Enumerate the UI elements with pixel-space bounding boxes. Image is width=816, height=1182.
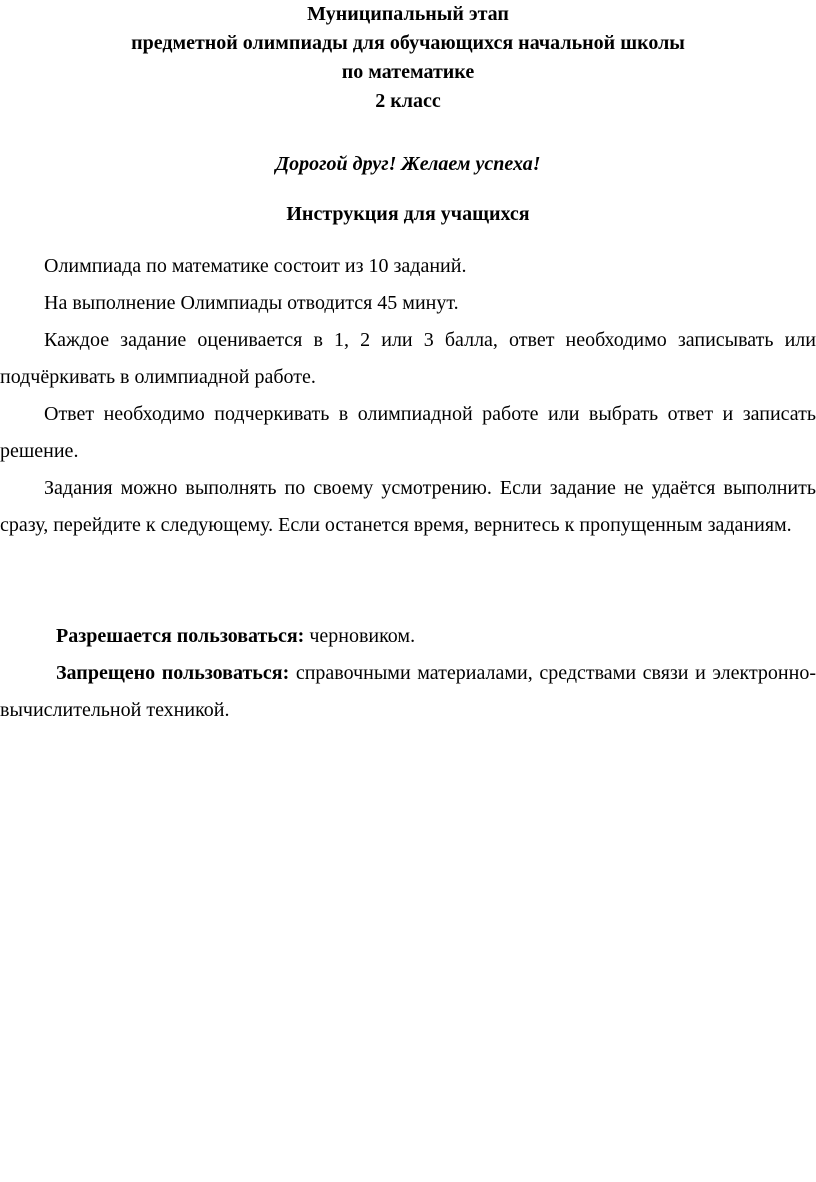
paragraph-scoring: Каждое задание оценивается в 1, 2 или 3 балла, ответ необходимо записывать или подчёркивать в олимпиадной работе.: [0, 329, 816, 388]
allowed-rule: [0, 618, 816, 655]
paragraph-task-order: Задания можно выполнять по своему усмотрению. Если задание не удаётся выполнить сразу, перейдите к следующему. Если останется время, вернитесь к пропущенным заданиям.: [0, 477, 816, 536]
paragraph-answer-format: Ответ необходимо подчеркивать в олимпиадной работе или выбрать ответ и записать решение.: [0, 403, 816, 462]
rules-section: [0, 618, 816, 729]
header-grade: 2 класс: [375, 90, 441, 112]
header-olympiad: предметной олимпиады для обучающихся начальной школы: [131, 32, 685, 54]
greeting: Дорогой друг! Желаем успеха!: [275, 153, 541, 175]
header-subject: по математике: [341, 61, 475, 83]
paragraph-time-limit: На выполнение Олимпиады отводится 45 минут.: [44, 292, 459, 314]
forbidden-rule: [0, 655, 816, 729]
header-stage: Муниципальный этап: [307, 3, 509, 25]
instructions-body: [0, 248, 816, 544]
forbidden-label: Запрещено пользоваться:: [56, 662, 290, 684]
allowed-label: Разрешается пользоваться:: [56, 625, 305, 647]
forbidden-text: справочными материалами, средствами связи и электронно-вычислительной техникой.: [0, 662, 816, 721]
instructions-title: Инструкция для учащихся: [286, 203, 530, 225]
allowed-text: черновиком.: [304, 625, 416, 647]
paragraph-task-count: Олимпиада по математике состоит из 10 заданий.: [44, 255, 467, 277]
